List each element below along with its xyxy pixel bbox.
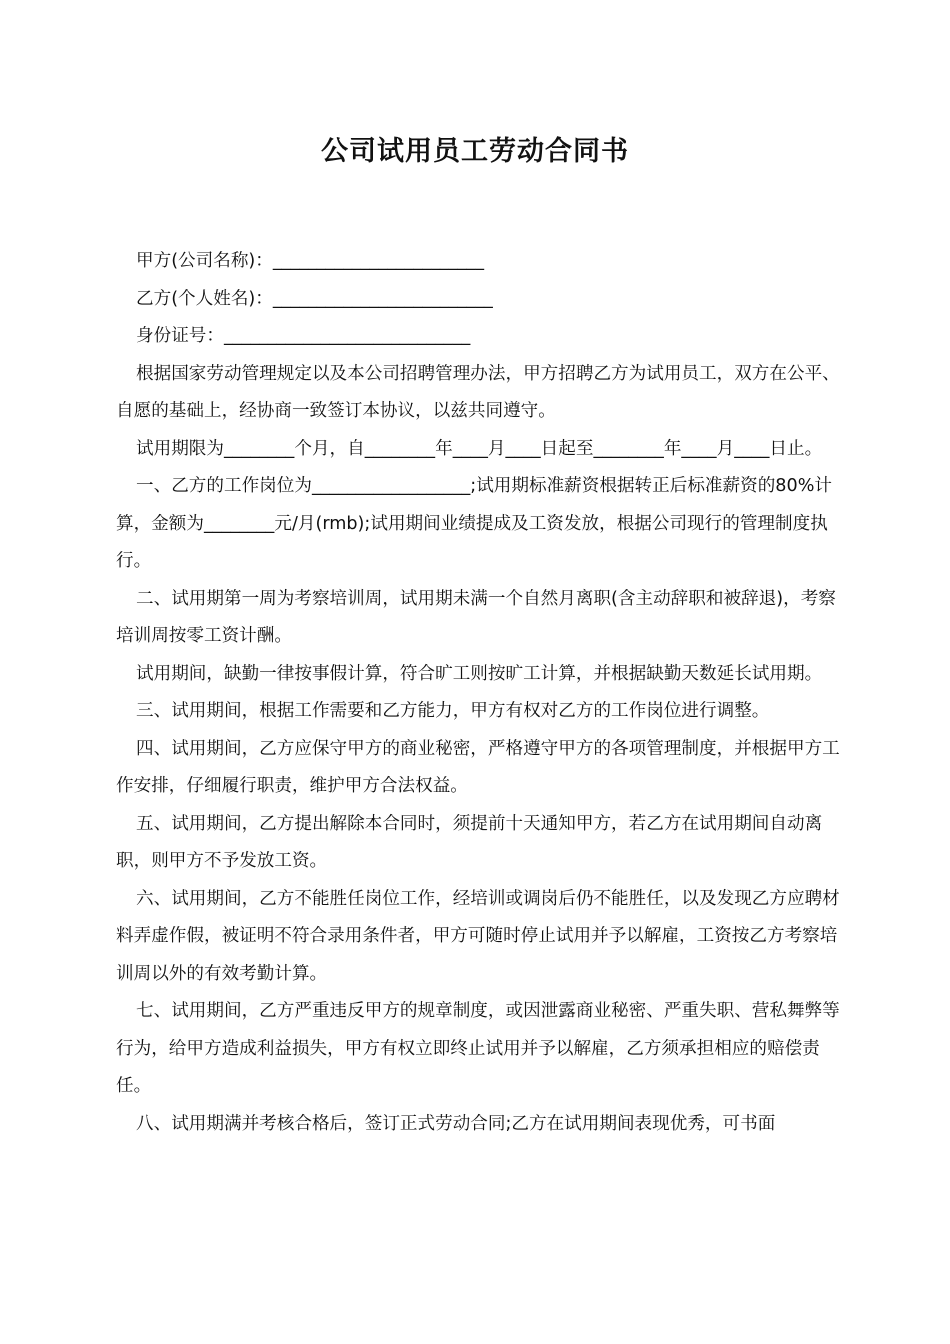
id-number-field: 身份证号：____________________________: [136, 326, 471, 346]
document-title: 公司试用员工劳动合同书: [321, 136, 629, 167]
clause-1: 一、乙方的工作岗位为__________________;试用期标准薪资根据转正后标准薪资的80%计算，金额为________元/月(rmb);试用期间业绩提成及工资发放，根据公司现行的管理制度执行。: [116, 476, 833, 571]
document-body: [116, 243, 840, 1143]
clause-5: 五、试用期间，乙方提出解除本合同时，须提前十天通知甲方，若乙方在试用期间自动离职，则甲方不予发放工资。: [116, 813, 823, 871]
preamble-paragraph: 根据国家劳动管理规定以及本公司招聘管理办法，甲方招聘乙方为试用员工，双方在公平、自愿的基础上，经协商一致签订本协议，以兹共同遵守。: [116, 363, 840, 421]
clause-4: 四、试用期间，乙方应保守甲方的商业秘密，严格遵守甲方的各项管理制度，并根据甲方工作安排，仔细履行职责，维护甲方合法权益。: [116, 738, 840, 796]
clause-2: 二、试用期第一周为考察培训周，试用期未满一个自然月离职(含主动辞职和被辞退)，考察培训周按零工资计酬。: [116, 588, 836, 646]
clause-6: 六、试用期间，乙方不能胜任岗位工作，经培训或调岗后仍不能胜任，以及发现乙方应聘材料弄虚作假，被证明不符合录用条件者，甲方可随时停止试用并予以解雇，工资按乙方考察培训周以外的有效考勤计算。: [116, 888, 840, 984]
clause-2-continuation: 试用期间，缺勤一律按事假计算，符合旷工则按旷工计算，并根据缺勤天数延长试用期。: [136, 663, 823, 684]
party-b-field: 乙方(个人姓名)：_________________________: [136, 288, 493, 309]
clause-3: 三、试用期间，根据工作需要和乙方能力，甲方有权对乙方的工作岗位进行调整。: [136, 701, 770, 721]
clause-7: 七、试用期间，乙方严重违反甲方的规章制度，或因泄露商业秘密、严重失职、营私舞弊等行为，给甲方造成利益损失，甲方有权立即终止试用并予以解雇，乙方须承担相应的赔偿责任。: [116, 1001, 840, 1096]
clause-8: 八、试用期满并考核合格后，签订正式劳动合同;乙方在试用期间表现优秀，可书面: [136, 1113, 776, 1134]
party-a-field: 甲方(公司名称)：________________________: [136, 251, 485, 271]
term-paragraph: 试用期限为________个月，自________年____月____日起至________年____月____日止。: [136, 438, 823, 459]
